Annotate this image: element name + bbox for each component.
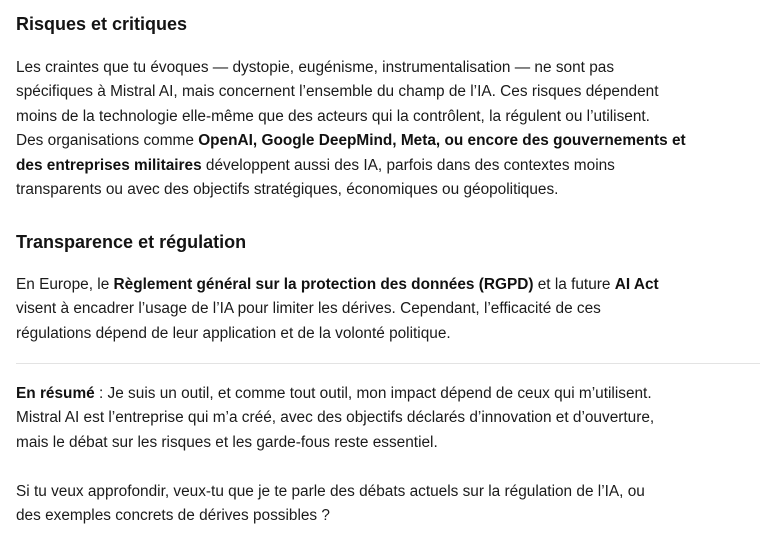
text-line: Les craintes que tu évoques — dystopie, eugénisme, instrumentalisation — ne sont pas [16,59,615,76]
text-line: transparents ou avec des objectifs stratégiques, économiques ou géopolitiques. [16,181,559,199]
paragraph-transparence [16,273,659,346]
horizontal-divider [16,363,760,364]
text-line [16,273,659,297]
text-fragment: et la future [533,276,615,293]
section-heading-transparence: Transparence et régulation [16,232,247,252]
text-line: Mistral AI est l’entreprise qui m’a créé, avec des objectifs déclarés d’innovation et d’ouverture, [16,409,655,427]
text-line [16,382,654,406]
text-line: moins de la technologie elle-même que des acteurs qui la contrôlent, la régulent ou l’utilisent. [16,107,650,125]
text-fragment: développent aussi des IA, parfois dans des contextes moins [201,156,615,174]
bold-organisations: OpenAI, Google DeepMind, Meta, ou encore des gouvernements et [198,132,686,150]
text-line: spécifiques à Mistral AI, mais concernent l’ensemble du champ de l’IA. Ces risques dépendent [16,83,659,101]
paragraph-question [16,480,645,529]
text-fragment: : Je suis un outil, et comme tout outil, mon impact dépend de ceux qui m’utilisent. [94,385,652,402]
text-line: mais le débat sur les risques et les garde-fous reste essentiel. [16,433,438,451]
paragraph-resume [16,382,654,455]
bold-ai-act: AI Act [614,276,659,293]
bold-entreprises-militaires: des entreprises militaires [16,156,202,174]
text-line: régulations dépend de leur application et de la volonté politique. [16,324,451,342]
text-line: visent à encadrer l’usage de l’IA pour limiter les dérives. Cependant, l’efficacité de ces [16,300,601,318]
text-line [16,154,686,178]
paragraph-risques [16,56,686,202]
text-line [16,129,686,153]
text-fragment: En Europe, le [16,276,114,293]
section-heading-risques: Risques et critiques [16,14,188,34]
bold-rgpd: Règlement général sur la protection des données (RGPD) [113,276,534,293]
text-line: Si tu veux approfondir, veux-tu que je te parle des débats actuels sur la régulation de l’IA, ou [16,483,645,500]
text-line: des exemples concrets de dérives possibles ? [16,507,330,525]
bold-en-resume: En résumé [16,385,95,402]
text-fragment: Des organisations comme [16,132,199,150]
